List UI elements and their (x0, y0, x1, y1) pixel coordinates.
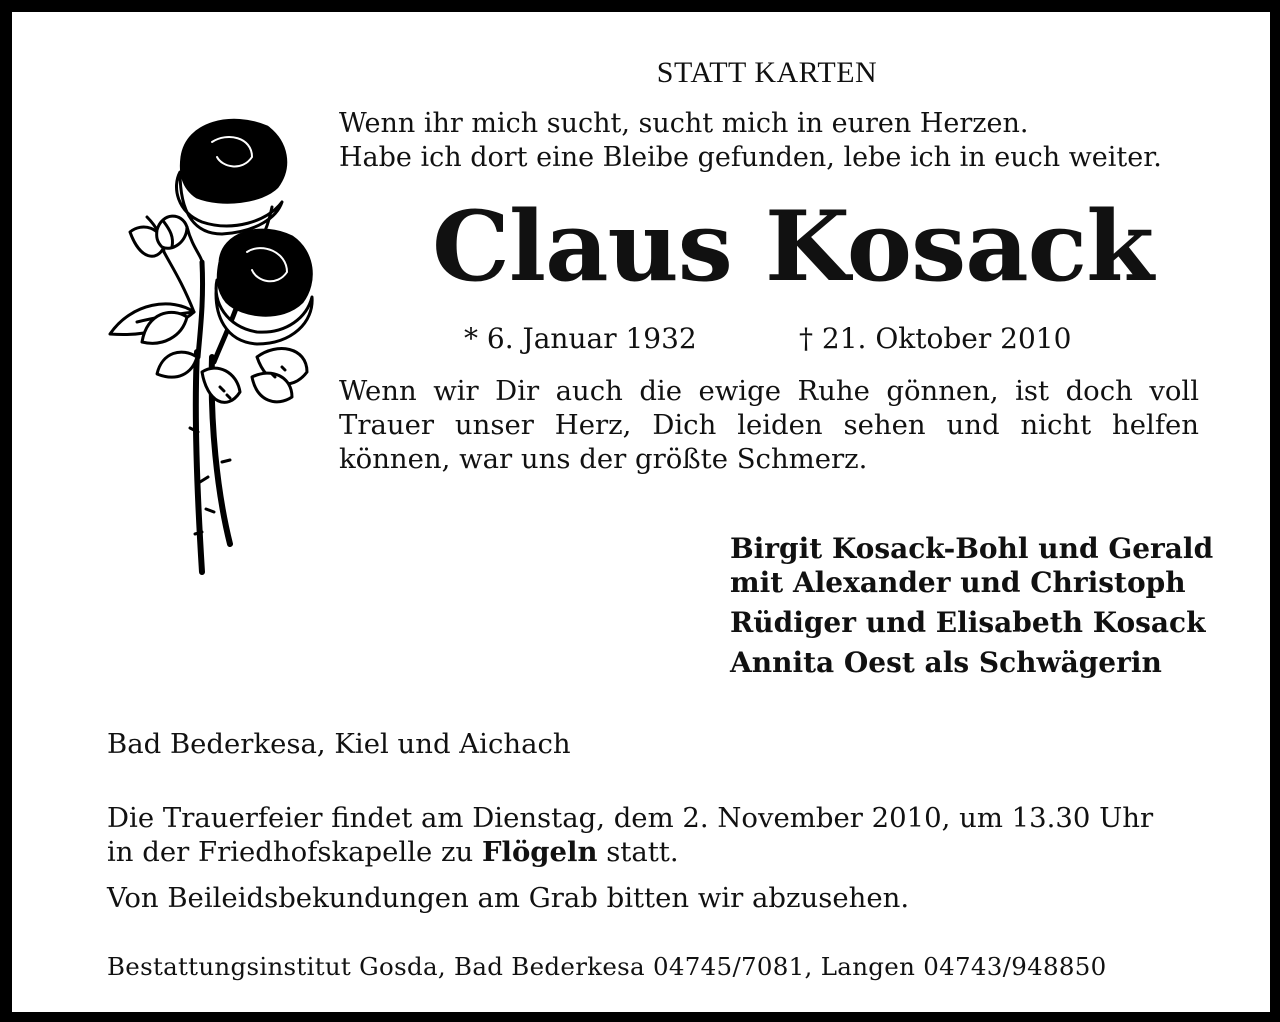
notice-header: STATT KARTEN (656, 56, 878, 89)
verse-line-1: Wenn ihr mich sucht, sucht mich in euren Herzen. (339, 108, 1029, 139)
deceased-name: Claus Kosack (432, 190, 1154, 303)
condolence-note: Von Beileidsbekundungen am Grab bitten wir abzusehen. (107, 882, 910, 914)
funeral-line-2-pre: in der Friedhofskapelle zu (107, 836, 482, 868)
places: Bad Bederkesa, Kiel und Aichach (107, 728, 571, 760)
death-date: † 21. Oktober 2010 (799, 322, 1072, 355)
funeral-location: Flögeln (481, 836, 598, 868)
mourner-line-4: Annita Oest als Schwägerin (730, 646, 1162, 679)
poem-line-1: Wenn wir Dir auch die ewige Ruhe gönnen, ist doch voll (339, 375, 1199, 407)
poem-line-3: können, war uns der größte Schmerz. (339, 443, 868, 475)
poem-line-2: Trauer unser Herz, Dich leiden sehen und nicht helfen (339, 409, 1199, 441)
mourner-line-1: Birgit Kosack-Bohl und Gerald (730, 532, 1214, 565)
funeral-line-1: Die Trauerfeier findet am Dienstag, dem 2. November 2010, um 13.30 Uhr (107, 802, 1154, 834)
mourner-line-2: mit Alexander und Christoph (730, 566, 1186, 599)
mourner-line-3: Rüdiger und Elisabeth Kosack (730, 606, 1206, 639)
verse-line-2: Habe ich dort eine Bleibe gefunden, lebe ich in euch weiter. (339, 142, 1162, 173)
rose-illustration (102, 112, 327, 577)
funeral-line-2-post: statt. (597, 836, 679, 868)
funeral-home-footer: Bestattungsinstitut Gosda, Bad Bederkesa 04745/7081, Langen 04743/948850 (107, 952, 1107, 981)
birth-date: * 6. Januar 1932 (464, 322, 697, 355)
funeral-line-2 (107, 836, 679, 868)
